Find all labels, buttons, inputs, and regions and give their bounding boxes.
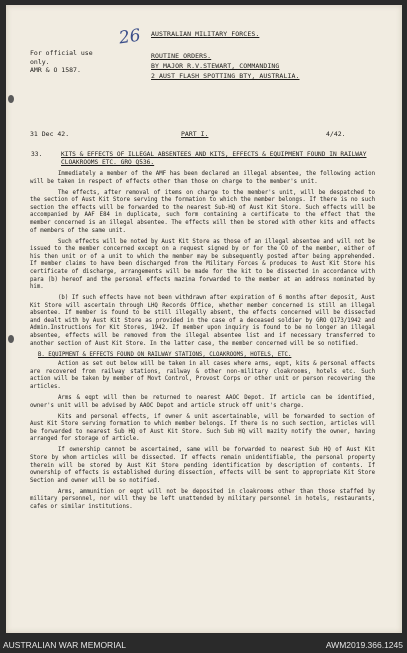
paragraph: If ownership cannot be ascertained, same will be forwarded to nearest Sub HQ of Aust Kit Store by whom articles will be dissected. If effects remain unidentifiable, the personal property therein will be stored by Aust Kit Store pending identification by description of contents. If ownership of effects is established during dissection, effects will be sent to appropriate Kit Store Section and owner will be so notified. — [30, 447, 375, 484]
handwritten-page-number: 26 — [117, 25, 142, 49]
header-line: BY MAJOR R.V.STEWART, COMMANDING — [151, 62, 280, 70]
section-body — [30, 171, 375, 515]
paragraph: Action as set out below will be taken in all cases where arms, eqpt, kits & personal effects are recovered from railway stations, railway & other non-military cloakrooms, hotels etc. Such action will be taken by member of Movt Control, Provost Corps or other unit or person recovering the articles. — [30, 361, 375, 390]
paragraph: Arms, ammunition or eqpt will not be deposited in cloakrooms other than those staffed by military personnel, nor will they be left unattended by military personnel in hotels, restaurants, cafes or similar institutions. — [30, 488, 375, 510]
header-line: 2 AUST FLASH SPOTTING BTY, AUSTRALIA. — [151, 72, 300, 80]
subsection-heading: B. EQUIPMENT & EFFECTS FOUND ON RAILWAY STATIONS, CLOAKROOMS, HOTELS, ETC. — [38, 351, 292, 358]
paragraph: The effects, after removal of items on charge to the member's unit, will be despatched to the section of Aust Kit Store serving the formation to which the member belongs. If there is no such section the effects will be forwarded to the nearest Sub-HQ of Aust Kit Store. Such effects will be accompanied by AAF E84 in duplicate, such form containing a certificate to the effect that the member concerned is an illegal absentee. The effects will then be stored with other kits and effects of members of the same unit. — [30, 189, 375, 234]
punch-hole — [8, 335, 14, 343]
archive-footer — [0, 639, 407, 653]
document-page — [6, 5, 402, 633]
paragraph: Such effects will be noted by Aust Kit Store as those of an illegal absentee and will not be issued to the member concerned except on a request signed by or for the CO of the member, either of his then unit or of a unit to which the member may be subsequently posted after being apprehended. If member claims to have been discharged from the Military Forces & produces to Aust Kit Store his certificate of discharge, arrangements will be made for the kit to be dissected in accordance with para (b) hereof and the personal effects mazina forwarded to the member at an address nominated by him. — [30, 238, 375, 291]
section-number: 33. — [31, 151, 43, 158]
paragraph: (b) If such effects have not been withdrawn after expiration of 6 months after deposit, Aust Kit Store will ascertain through LHQ Records Office, whether member concerned is still an illegal absentee. If member is found to be still illegally absent, the effects concerned will be dissected and dealt with by Aust Kit Store as provided in the case of a deceased soldier by GRO Q173/1942 and Admin.Instructions for Kit Stores, 1942. If member upon inquiry is found to be no longer an illegal absentee, effects will be removed from the illegal absentee list and if necessary transferred to another section of Aust Kit Store. In the latter case, the member concerned will be so notified. — [30, 295, 375, 347]
paragraph: Kits and personal effects, if owner & unit ascertainable, will be forwarded to section of Aust Kit Store serving formation to which member belongs. If there is no such section, articles will be forwarded to nearest Sub HQ of Aust Kit Store. Such Sub HQ will mazity notify the owner, having arranged for storage of article. — [30, 413, 375, 443]
section-title: KITS & EFFECTS OF ILLEGAL ABSENTEES AND KITS, EFFECTS & EQUIPMENT FOUND IN RAILWAY CLOAKROOMS ETC. GRO Q536. — [61, 151, 367, 167]
official-use-note: For official use only. AMR & O 1587. — [30, 49, 93, 74]
paragraph: Arms & eqpt will then be returned to nearest AAOC Depot. If article can be identified, owner's unit will be advised by AAOC Depot and article struck off unit's charge. — [30, 394, 375, 409]
archive-reference: AWM2019.366.1245 — [325, 640, 403, 650]
paragraph: Immediately a member of the AMF has been declared an illegal absentee, the following action will be taken in respect of effects other than those on charge to the member's unit. — [30, 171, 375, 185]
order-date: 31 Dec 42. — [30, 130, 70, 138]
order-part: PART I. — [181, 130, 209, 138]
order-number: 4/42. — [326, 130, 346, 138]
header-line: ROUTINE ORDERS. — [151, 52, 212, 60]
order-header — [151, 29, 391, 81]
punch-hole — [8, 95, 14, 103]
header-line: AUSTRALIAN MILITARY FORCES. — [151, 30, 260, 38]
archive-name: AUSTRALIAN WAR MEMORIAL — [3, 640, 126, 650]
